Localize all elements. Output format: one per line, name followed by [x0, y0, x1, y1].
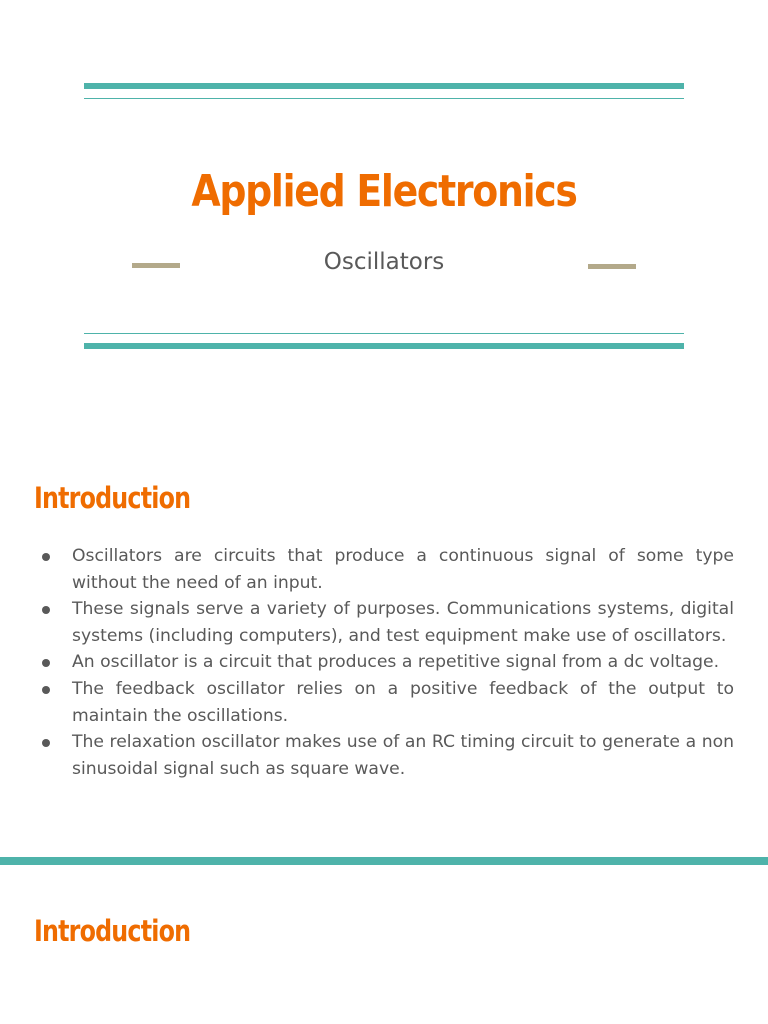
bullet-icon	[42, 739, 50, 747]
top-thin-rule	[84, 98, 684, 99]
right-dash-decoration	[588, 264, 636, 269]
list-item	[40, 596, 734, 649]
bullet-text: An oscillator is a circuit that produces a repetitive signal from a dc voltage.	[72, 652, 720, 673]
slide-title: Applied Electronics	[191, 166, 577, 217]
section-heading: Introduction	[34, 481, 191, 515]
bullet-text: The relaxation oscillator makes use of an RC timing circuit to generate a non sinusoidal signal such as square wave.	[72, 732, 734, 779]
list-item	[40, 543, 734, 596]
slide-separator	[0, 857, 768, 865]
bullet-icon	[42, 553, 50, 561]
bottom-thin-rule	[84, 333, 684, 334]
bullet-list	[40, 543, 734, 782]
slide-subtitle: Oscillators	[323, 249, 445, 275]
list-item	[40, 676, 734, 729]
bullet-text: Oscillators are circuits that produce a continuous signal of some type without the need of an input.	[72, 546, 734, 593]
list-item	[40, 729, 734, 782]
bullet-icon	[42, 659, 50, 667]
bullet-icon	[42, 606, 50, 614]
bottom-thick-rule	[84, 343, 684, 349]
section-heading: Introduction	[34, 914, 191, 948]
bullet-text: These signals serve a variety of purposes. Communications systems, digital systems (including computers), and test equipment make use of oscillators.	[72, 599, 734, 646]
top-thick-rule	[84, 83, 684, 89]
list-item	[40, 649, 734, 676]
bullet-text: The feedback oscillator relies on a positive feedback of the output to maintain the oscillations.	[72, 678, 734, 726]
bullet-icon	[42, 686, 50, 694]
